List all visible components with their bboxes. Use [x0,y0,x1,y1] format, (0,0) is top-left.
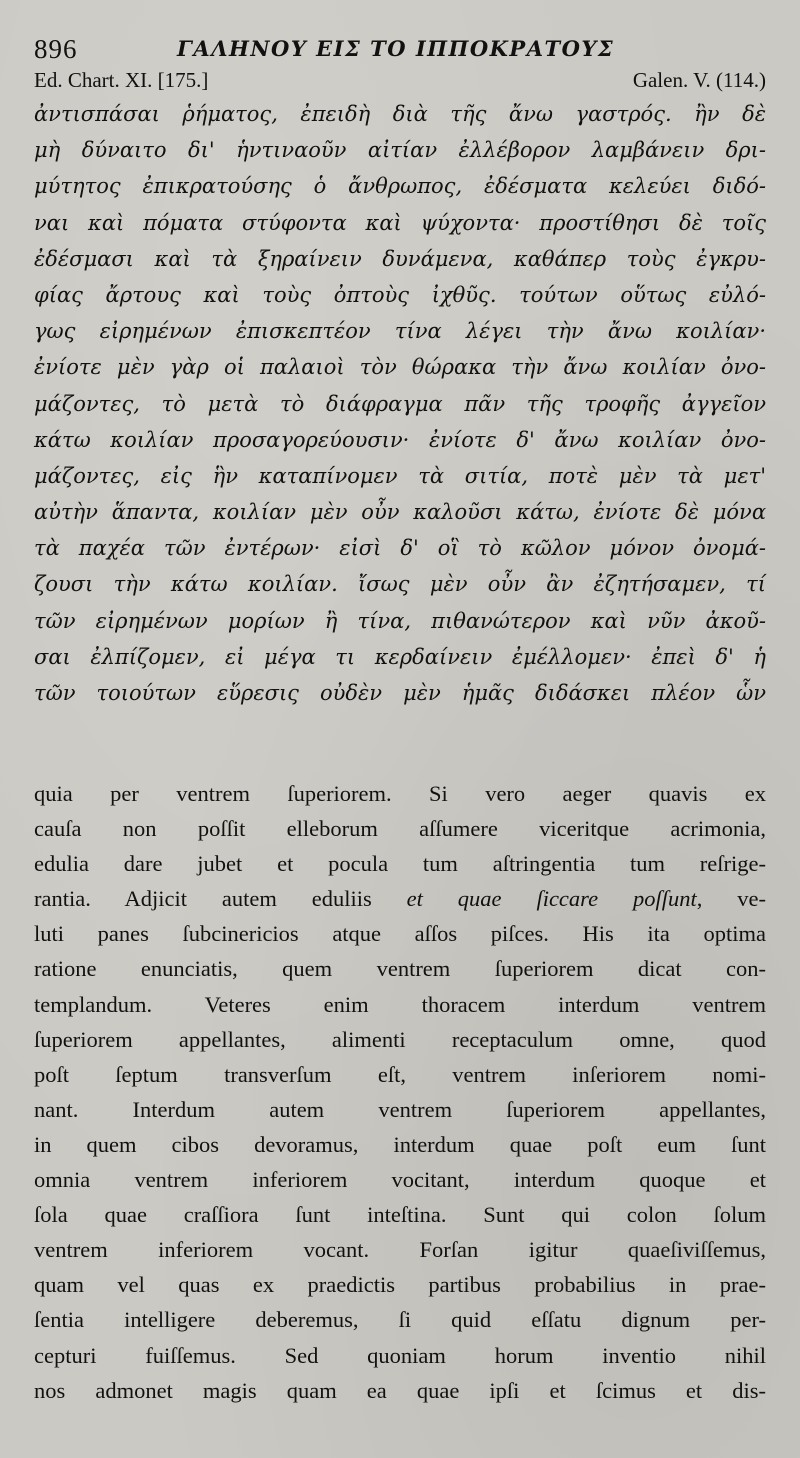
greek-line: μάζοντες, τὸ μετὰ τὸ διάφραγμα πᾶν τῆς τροφῆς ἀγγεῖον [34,391,766,416]
latin-line: rantia. Adjicit autem eduliis et quae ſiccare poſſunt, ve- [34,886,766,912]
greek-text-block [34,96,766,711]
edition-reference-line [34,68,766,96]
greek-line: μὴ δύναιτο δι' ἡντιναοῦν αἰτίαν ἐλλέβορον λαμβάνειν δρι- [34,138,766,163]
greek-line: αὐτὴν ἅπαντα, κοιλίαν μὲν οὖν καλοῦσι κάτω, ἐνίοτε δὲ μόνα [34,500,766,525]
latin-line: ventrem inferiorem vocant. Forſan igitur quaeſiviſſemus, [34,1237,766,1263]
edition-reference-galen: Galen. V. (114.) [632,68,766,92]
latin-line: ratione enunciatis, quem ventrem ſuperiorem dicat con- [34,956,766,982]
latin-line: templandum. Veteres enim thoracem interdum ventrem [34,991,766,1017]
greek-line: τὰ παχέα τῶν ἐντέρων· εἰσὶ δ' οἳ τὸ κῶλον μόνον ὀνομά- [34,536,766,561]
greek-line: κάτω κοιλίαν προσαγορεύουσιν· ἐνίοτε δ' ἄνω κοιλίαν ὀνο- [34,427,766,452]
latin-line: luti panes ſubcinericios atque aſſos piſces. His ita optima [34,921,766,947]
latin-line: omnia ventrem inferiorem vocitant, interdum quoque et [34,1167,766,1193]
greek-line: φίας ἄρτους καὶ τοὺς ὀπτοὺς ἰχθῦς. τούτων οὕτως εὐλό- [34,282,766,307]
greek-line: ζουσι τὴν κάτω κοιλίαν. ἴσως μὲν οὖν ἂν ἐζητήσαμεν, τί [34,572,766,597]
greek-line: μάζοντες, εἰς ἣν καταπίνομεν τὰ σιτία, ποτὲ μὲν τὰ μετ' [34,463,766,488]
latin-line: quia per ventrem ſuperiorem. Si vero aeger quavis ex [34,781,766,806]
latin-line: ſentia intelligere deberemus, ſi quid eſſatu dignum per- [34,1307,766,1333]
edition-reference-chartier: Ed. Chart. XI. [175.] [34,68,209,92]
greek-line: σαι ἐλπίζομεν, εἰ μέγα τι κερδαίνειν ἐμέλλομεν· ἐπεὶ δ' ἡ [34,644,766,669]
latin-line: ſuperiorem appellantes, alimenti receptaculum omne, quod [34,1026,766,1052]
latin-text-block [34,776,766,1408]
latin-line: nant. Interdum autem ventrem ſuperiorem appellantes, [34,1096,766,1122]
latin-line: nos admonet magis quam ea quae ipſi et ſcimus et dis- [34,1377,766,1403]
latin-line: cauſa non poſſit elleborum aſſumere viceritque acrimonia, [34,816,766,842]
greek-line: μύτητος ἐπικρατούσης ὁ ἄνθρωπος, ἐδέσματα κελεύει διδό- [34,174,766,199]
greek-line: τῶν εἰρημένων μορίων ἢ τίνα, πιθανώτερον καὶ νῦν ἀκοῦ- [34,608,766,633]
latin-line: cepturi fuiſſemus. Sed quoniam horum inventio nihil [34,1342,766,1368]
page-number: 896 [34,34,78,64]
running-title: ΓΑΛΗΝΟΥ ΕΙΣ ΤΟ ΙΠΠΟΚΡΑΤΟΥΣ [177,36,615,61]
latin-line: in quem cibos devoramus, interdum quae poſt eum ſunt [34,1131,766,1157]
greek-line: ἐνίοτε μὲν γὰρ οἱ παλαιοὶ τὸν θώρακα τὴν ἄνω κοιλίαν ὀνο- [34,355,766,380]
page-header [34,28,766,68]
italic-quotation: et quae ſiccare poſſunt [406,886,697,912]
latin-line: edulia dare jubet et pocula tum aſtringentia tum reſrige- [34,851,766,877]
greek-line: ἀντισπάσαι ῥήματος, ἐπειδὴ διὰ τῆς ἄνω γαστρός. ἢν δὲ [34,102,766,126]
greek-line: γως εἰρημένων ἐπισκεπτέον τίνα λέγει τὴν ἄνω κοιλίαν· [34,319,766,344]
greek-line: ἐδέσμασι καὶ τὰ ξηραίνειν δυνάμενα, καθάπερ τοὺς ἐγκρυ- [34,246,766,271]
greek-line: τῶν τοιούτων εὕρεσις οὐδὲν μὲν ἡμᾶς διδάσκει πλέον ὧν [34,681,766,705]
latin-line: ſola quae craſſiora ſunt inteſtina. Sunt qui colon ſolum [34,1202,766,1228]
latin-line: quam vel quas ex praedictis partibus probabilius in prae- [34,1272,766,1298]
greek-line: ναι καὶ πόματα στύφοντα καὶ ψύχοντα· προστίθησι δὲ τοῖς [34,210,766,235]
latin-line: poſt ſeptum transverſum eſt, ventrem inſeriorem nomi- [34,1061,766,1087]
